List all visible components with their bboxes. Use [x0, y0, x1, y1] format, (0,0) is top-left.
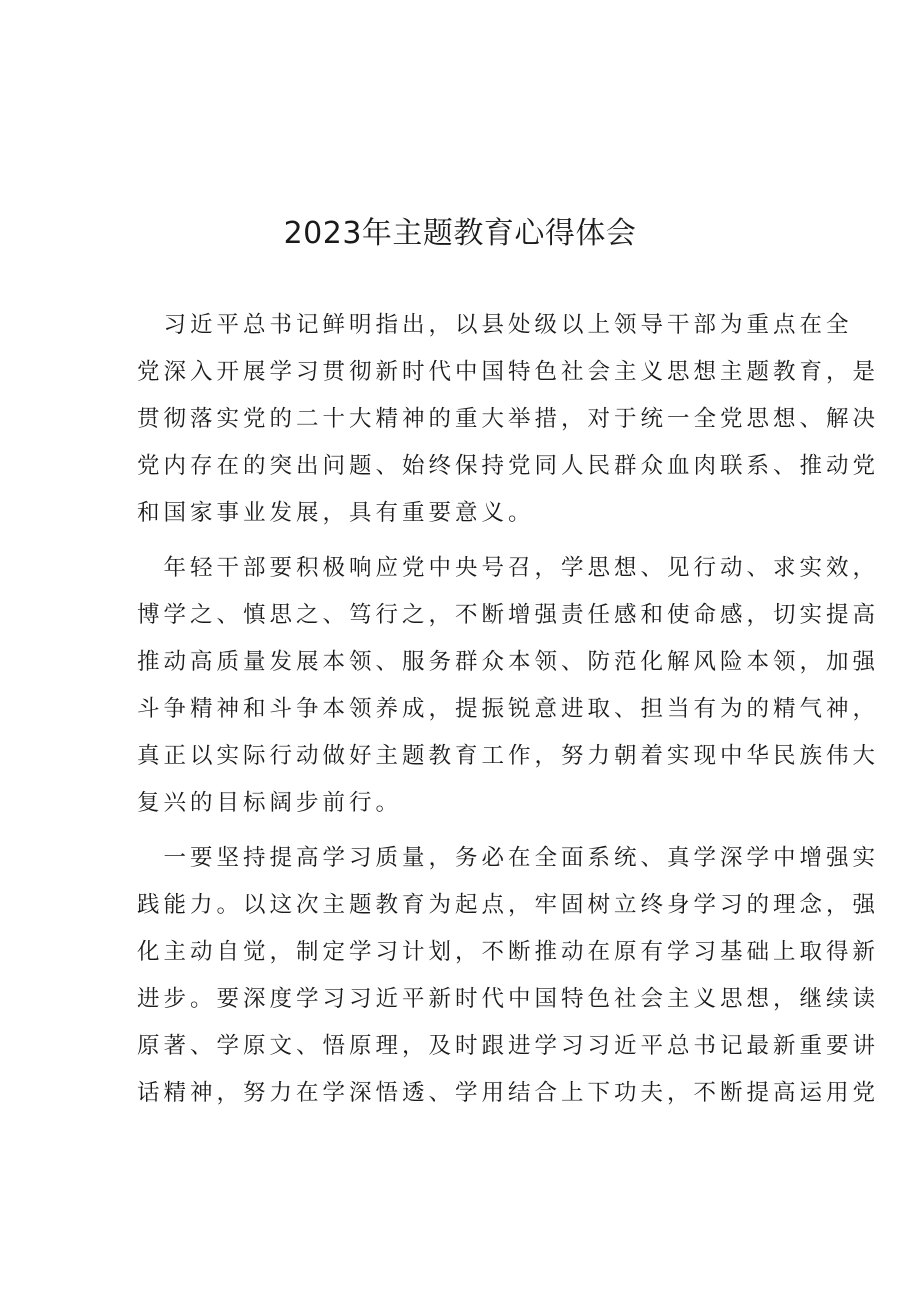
text-line: 贯彻落实党的二十大精神的重大举措，对于统一全党思想、解决: [137, 406, 880, 432]
text-line: 复兴的目标阔步前行。: [137, 790, 403, 816]
text-line: 话精神，努力在学深悟透、学用结合上下功夫，不断提高运用党: [137, 1080, 880, 1106]
paragraph-2: [137, 545, 880, 827]
document-body: [137, 302, 880, 1117]
paragraph-1: [137, 302, 880, 537]
paragraph-3: [137, 835, 880, 1117]
paragraph-gap: [137, 537, 791, 545]
text-line: 和国家事业发展，具有重要意义。: [137, 500, 535, 526]
text-line: 推动高质量发展本领、服务群众本领、防范化解风险本领，加强: [137, 649, 880, 675]
text-line: 年轻干部要积极响应党中央号召，学思想、见行动、求实效，: [137, 555, 880, 581]
text-line: 原著、学原文、悟原理，及时跟进学习习近平总书记最新重要讲: [137, 1033, 880, 1059]
text-line: 博学之、慎思之、笃行之，不断增强责任感和使命感，切实提高: [137, 602, 880, 628]
text-line: 斗争精神和斗争本领养成，提振锐意进取、担当有为的精气神，: [137, 696, 880, 722]
document-title: 2023年主题教育心得体会: [283, 216, 637, 251]
text-line: 进步。要深度学习习近平新时代中国特色社会主义思想，继续读: [137, 986, 880, 1012]
text-line: 践能力。以这次主题教育为起点，牢固树立终身学习的理念，强: [137, 892, 880, 918]
text-line: 党深入开展学习贯彻新时代中国特色社会主义思想主题教育，是: [137, 359, 880, 385]
text-line: 党内存在的突出问题、始终保持党同人民群众血肉联系、推动党: [137, 453, 880, 479]
text-line: 习近平总书记鲜明指出，以县处级以上领导干部为重点在全: [137, 312, 853, 338]
text-line: 化主动自觉，制定学习计划，不断推动在原有学习基础上取得新: [137, 939, 880, 965]
paragraph-gap: [137, 827, 791, 835]
text-line: 一要坚持提高学习质量，务必在全面系统、真学深学中增强实: [137, 845, 880, 871]
text-line: 真正以实际行动做好主题教育工作，努力朝着实现中华民族伟大: [137, 743, 880, 769]
